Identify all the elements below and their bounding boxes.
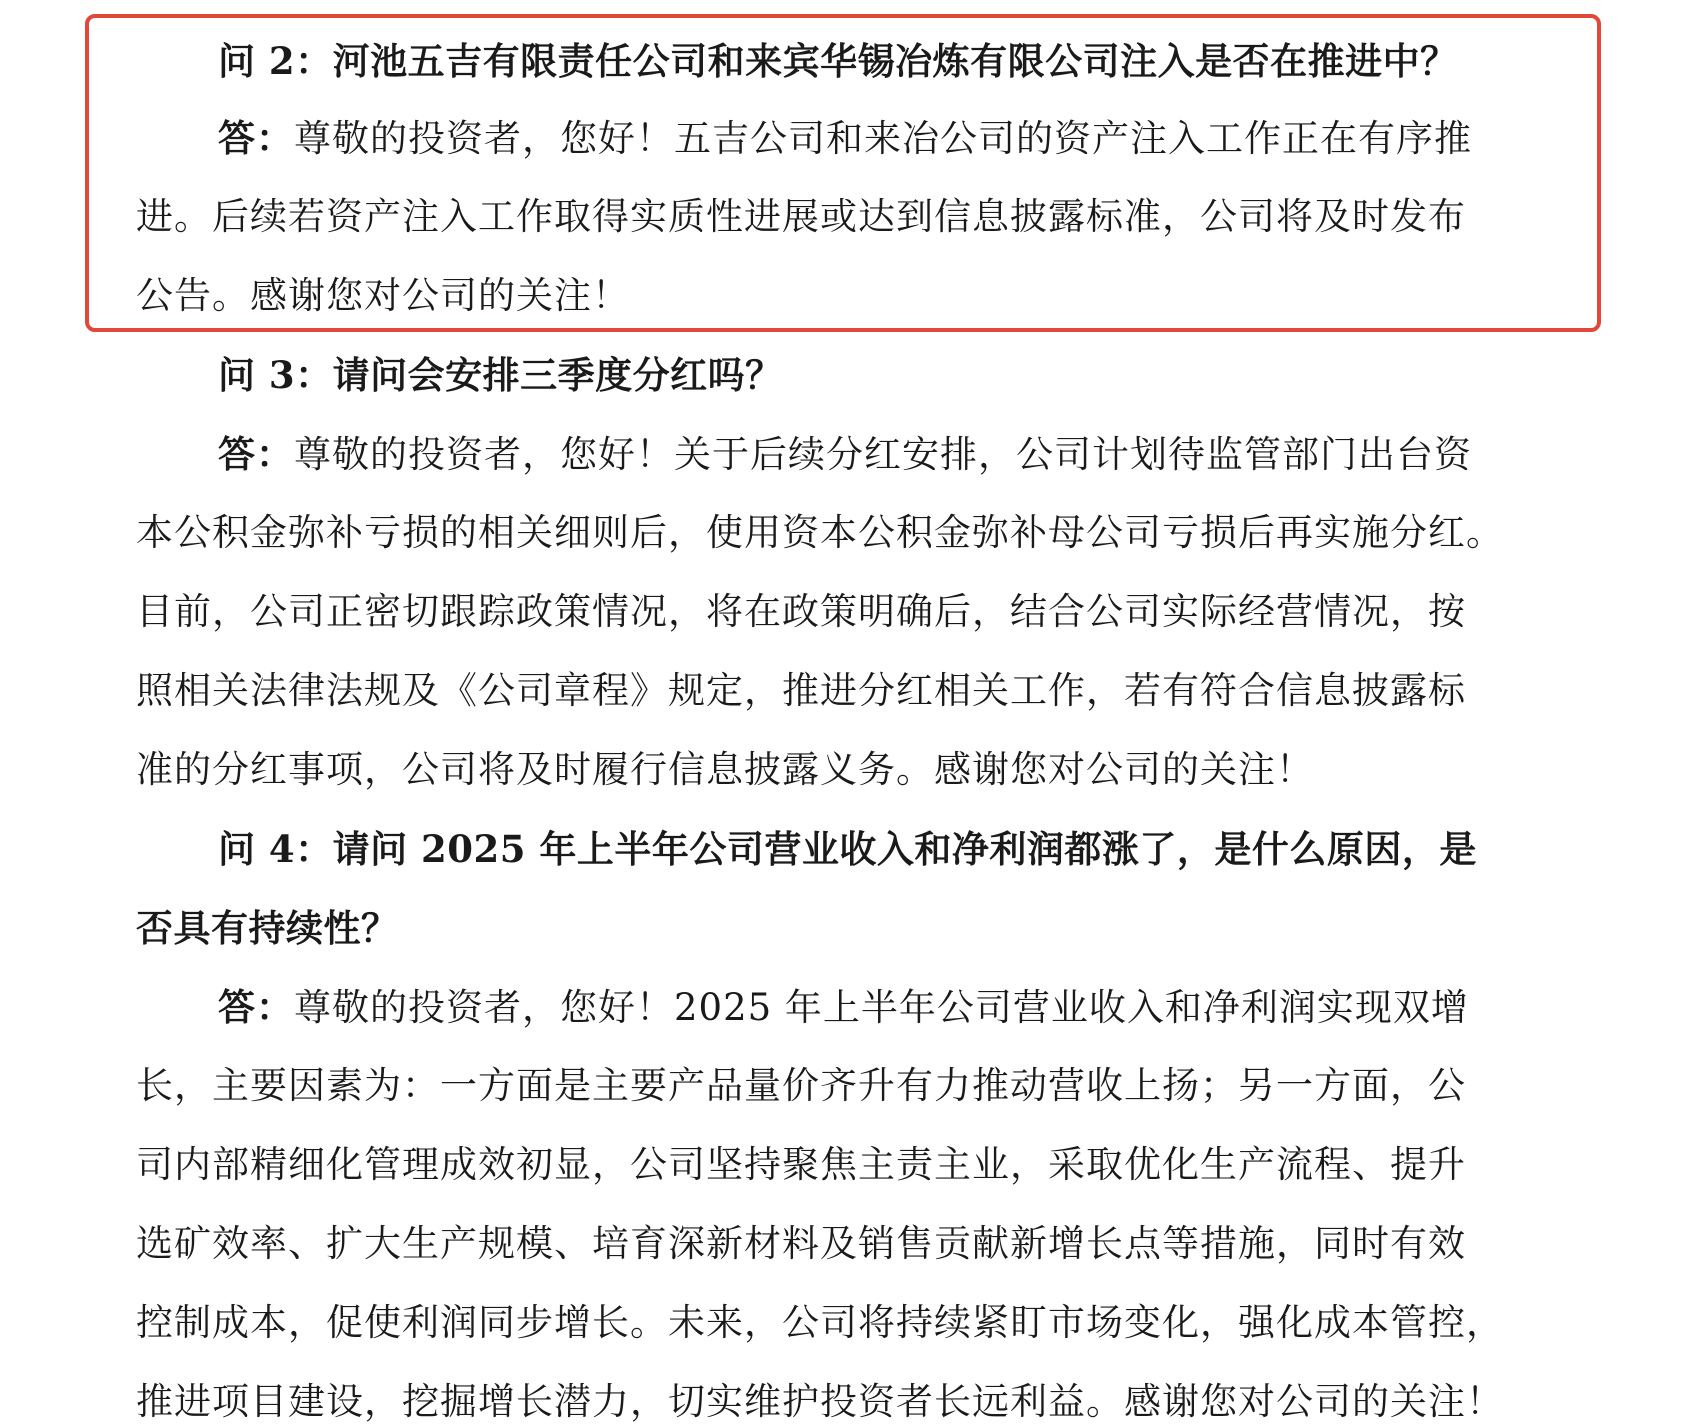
answer-prefix: 答： [218, 432, 294, 476]
answer-4-line-6: 推进项目建设，挖掘增长潜力，切实维护投资者长远利益。感谢您对公司的关注！ [136, 1380, 1504, 1423]
answer-4-line-2: 长，主要因素为：一方面是主要产品量价齐升有力推动营收上扬；另一方面，公 [136, 1064, 1466, 1107]
question-4-line-1: 问 4：请问 2025 年上半年公司营业收入和净利润都涨了，是什么原因，是 [218, 827, 1477, 871]
answer-2-line-2: 进。后续若资产注入工作取得实质性进展或达到信息披露标准，公司将及时发布 [136, 195, 1466, 238]
answer-3-line-2: 本公积金弥补亏损的相关细则后，使用资本公积金弥补母公司亏损后再实施分红。 [136, 511, 1504, 554]
answer-prefix: 答： [218, 116, 294, 160]
answer-text: 尊敬的投资者，您好！2025 年上半年公司营业收入和净利润实现双增 [294, 986, 1469, 1029]
answer-2-line-1 [218, 113, 1472, 163]
answer-4-line-5: 控制成本，促使利润同步增长。未来，公司将持续紧盯市场变化，强化成本管控， [136, 1301, 1504, 1344]
answer-4-line-4: 选矿效率、扩大生产规模、培育深新材料及销售贡献新增长点等措施，同时有效 [136, 1222, 1466, 1265]
answer-4-line-3: 司内部精细化管理成效初显，公司坚持聚焦主责主业，采取优化生产流程、提升 [136, 1143, 1466, 1186]
question-2: 问 2：河池五吉有限责任公司和来宾华锡冶炼有限公司注入是否在推进中？ [218, 39, 1458, 83]
question-3: 问 3：请问会安排三季度分红吗？ [218, 353, 783, 397]
answer-4-line-1 [218, 982, 1469, 1032]
answer-3-line-4: 照相关法律法规及《公司章程》规定，推进分红相关工作，若有符合信息披露标 [136, 669, 1466, 712]
answer-3-line-1 [218, 429, 1472, 479]
answer-text: 尊敬的投资者，您好！关于后续分红安排，公司计划待监管部门出台资 [294, 433, 1472, 476]
question-4-line-2: 否具有持续性？ [136, 906, 399, 950]
answer-3-line-3: 目前，公司正密切跟踪政策情况，将在政策明确后，结合公司实际经营情况，按 [136, 590, 1466, 633]
answer-text: 尊敬的投资者，您好！五吉公司和来冶公司的资产注入工作正在有序推 [294, 117, 1472, 160]
answer-2-line-3: 公告。感谢您对公司的关注！ [136, 274, 630, 317]
answer-prefix: 答： [218, 985, 294, 1029]
answer-3-line-5: 准的分红事项，公司将及时履行信息披露义务。感谢您对公司的关注！ [136, 748, 1314, 791]
